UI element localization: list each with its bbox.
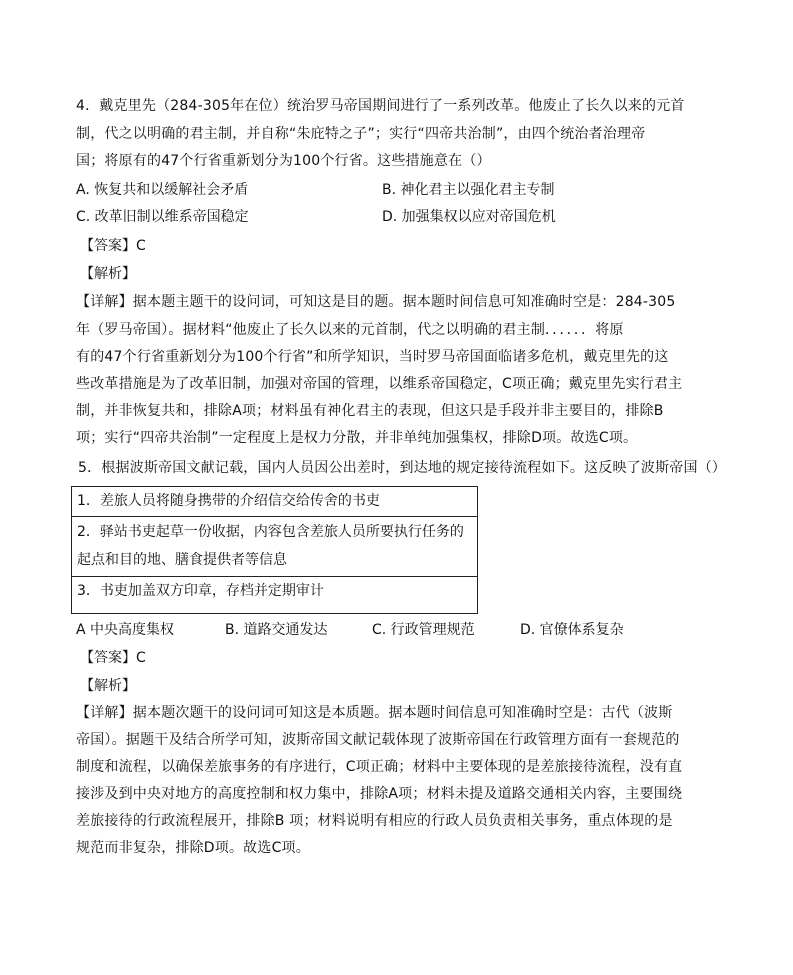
q5-stem: 5．根据波斯帝国文献记载，国内人员因公出差时，到达地的规定接待流程如下。这反映了波斯帝国（）	[78, 460, 727, 476]
q5-process-table	[71, 486, 478, 614]
q4-detail-line-1: 【详解】据本题主题干的设问词，可知这是目的题。据本题时间信息可知准确时空是：284-305	[76, 294, 676, 310]
table-row	[72, 517, 477, 577]
q4-stem-line-1: 4．戴克里先（284-305年在位）统治罗马帝国期间进行了一系列改革。他废止了长久以来的元首	[76, 98, 685, 114]
table-row	[72, 487, 477, 517]
q5-detail-line-2: 帝国）。据题干及结合所学可知，波斯帝国文献记载体现了波斯帝国在行政管理方面有一套规范的	[76, 732, 680, 748]
q4-stem-line-3: 国；将原有的47个行省重新划分为100个行省。这些措施意在（）	[76, 153, 491, 169]
q4-detail-line-3: 有的47个行省重新划分为100个行省”和所学知识，当时罗马帝国面临诸多危机，戴克里先的这	[76, 349, 669, 365]
q5-detail-line-5: 差旅接待的行政流程展开，排除B 项；材料说明有相应的行政人员负责相关事务，重点体现的是	[76, 813, 673, 829]
q5-detail-line-1: 【详解】据本题次题干的设问词可知这是本质题。据本题时间信息可知准确时空是：古代（波斯	[76, 705, 673, 721]
q4-option-d: D. 加强集权以应对帝国危机	[382, 209, 556, 225]
q4-answer: 【答案】C	[80, 238, 146, 254]
q4-detail-line-6: 项；实行“四帝共治制”一定程度上是权力分散，并非单纯加强集权，排除D项。故选C项。	[76, 430, 638, 446]
table-cell: 1．差旅人员将随身携带的介绍信交给传舍的书吏	[77, 493, 380, 509]
q4-option-c: C. 改革旧制以维系帝国稳定	[76, 209, 249, 225]
q5-option-b: B. 道路交通发达	[225, 622, 328, 638]
q4-option-b: B. 神化君主以强化君主专制	[382, 182, 555, 198]
q5-detail-line-4: 接涉及到中央对地方的高度控制和权力集中，排除A项；材料未提及道路交通相关内容，主要围绕	[76, 786, 683, 802]
q4-stem-line-2: 制，代之以明确的君主制，并自称“朱庇特之子”；实行“四帝共治制”，由四个统治者治理帝	[76, 126, 646, 142]
table-row	[72, 577, 477, 613]
q4-detail-line-2: 年（罗马帝国）。据材料“他废止了长久以来的元首制，代之以明确的君主制．．．．．．将原	[76, 322, 624, 338]
q5-option-d: D. 官僚体系复杂	[520, 622, 624, 638]
q5-detail-line-3: 制度和流程，以确保差旅事务的有序进行，C项正确；材料中主要体现的是差旅接待流程，没有直	[76, 759, 683, 775]
table-cell: 3．书吏加盖双方印章，存档并定期审计	[77, 583, 324, 599]
q5-detail-line-6: 规范而非复杂，排除D项。故选C项。	[76, 840, 310, 856]
q4-analysis-label: 【解析】	[80, 266, 136, 282]
q4-detail-line-4: 些改革措施是为了改革旧制，加强对帝国的管理，以维系帝国稳定，C项正确；戴克里先实行君主	[76, 376, 683, 392]
q5-analysis-label: 【解析】	[80, 678, 136, 694]
q5-option-c: C. 行政管理规范	[372, 622, 475, 638]
q4-option-a: A. 恢复共和以缓解社会矛盾	[76, 182, 249, 198]
table-cell: 起点和目的地、膳食提供者等信息	[77, 552, 287, 568]
q5-answer: 【答案】C	[80, 650, 146, 666]
q4-detail-line-5: 制，并非恢复共和，排除A项；材料虽有神化君主的表现，但这只是手段并非主要目的，排除B	[76, 403, 664, 419]
q5-option-a: A 中央高度集权	[76, 622, 175, 638]
table-cell: 2．驿站书吏起草一份收据，内容包含差旅人员所要执行任务的	[77, 524, 464, 540]
